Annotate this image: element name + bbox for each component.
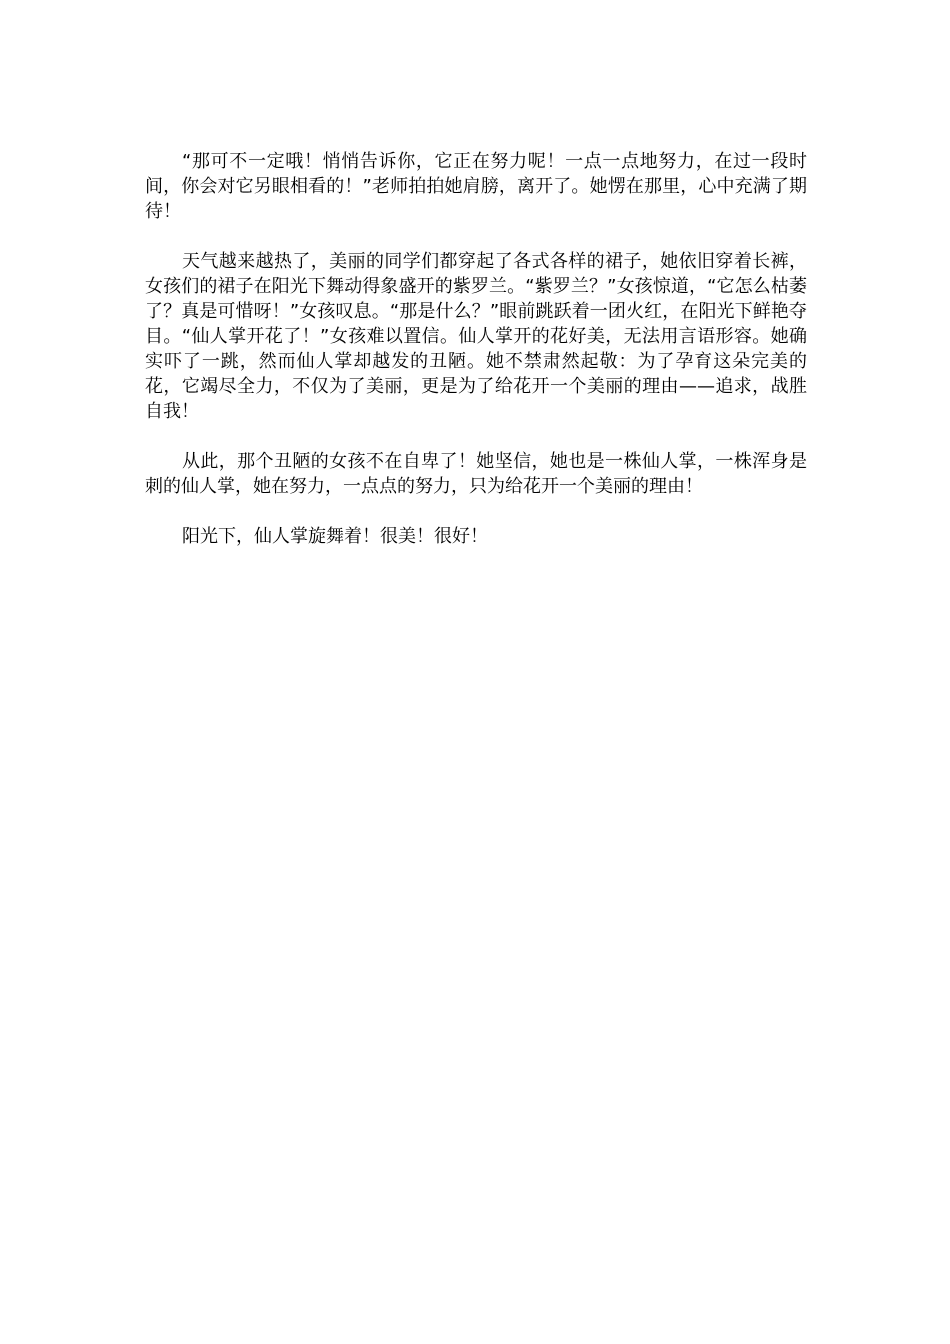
document-body: [145, 149, 807, 574]
paragraph-1: “那可不一定哦！悄悄告诉你，它正在努力呢！一点一点地努力，在过一段时间，你会对它另眼相看的！”老师拍拍她肩膀，离开了。她愣在那里，心中充满了期待！: [145, 151, 807, 222]
paragraph-3: 从此，那个丑陋的女孩不在自卑了！她坚信，她也是一株仙人掌，一株浑身是刺的仙人掌，她在努力，一点点的努力，只为给花开一个美丽的理由！: [145, 451, 807, 497]
paragraph-2: 天气越来越热了，美丽的同学们都穿起了各式各样的裙子，她依旧穿着长裤，女孩们的裙子在阳光下舞动得象盛开的紫罗兰。“紫罗兰？”女孩惊道，“它怎么枯萎了？真是可惜呀！”女孩叹息。“那是什么？”眼前跳跃着一团火红，在阳光下鲜艳夺目。“仙人掌开花了！”女孩难以置信。仙人掌开的花好美，无法用言语形容。她确实吓了一跳，然而仙人掌却越发的丑陋。她不禁肃然起敬：为了孕育这朵完美的花，它竭尽全力，不仅为了美丽，更是为了给花开一个美丽的理由——追求，战胜自我！: [145, 251, 807, 422]
paragraph-4: 阳光下，仙人掌旋舞着！很美！很好！: [182, 526, 488, 547]
